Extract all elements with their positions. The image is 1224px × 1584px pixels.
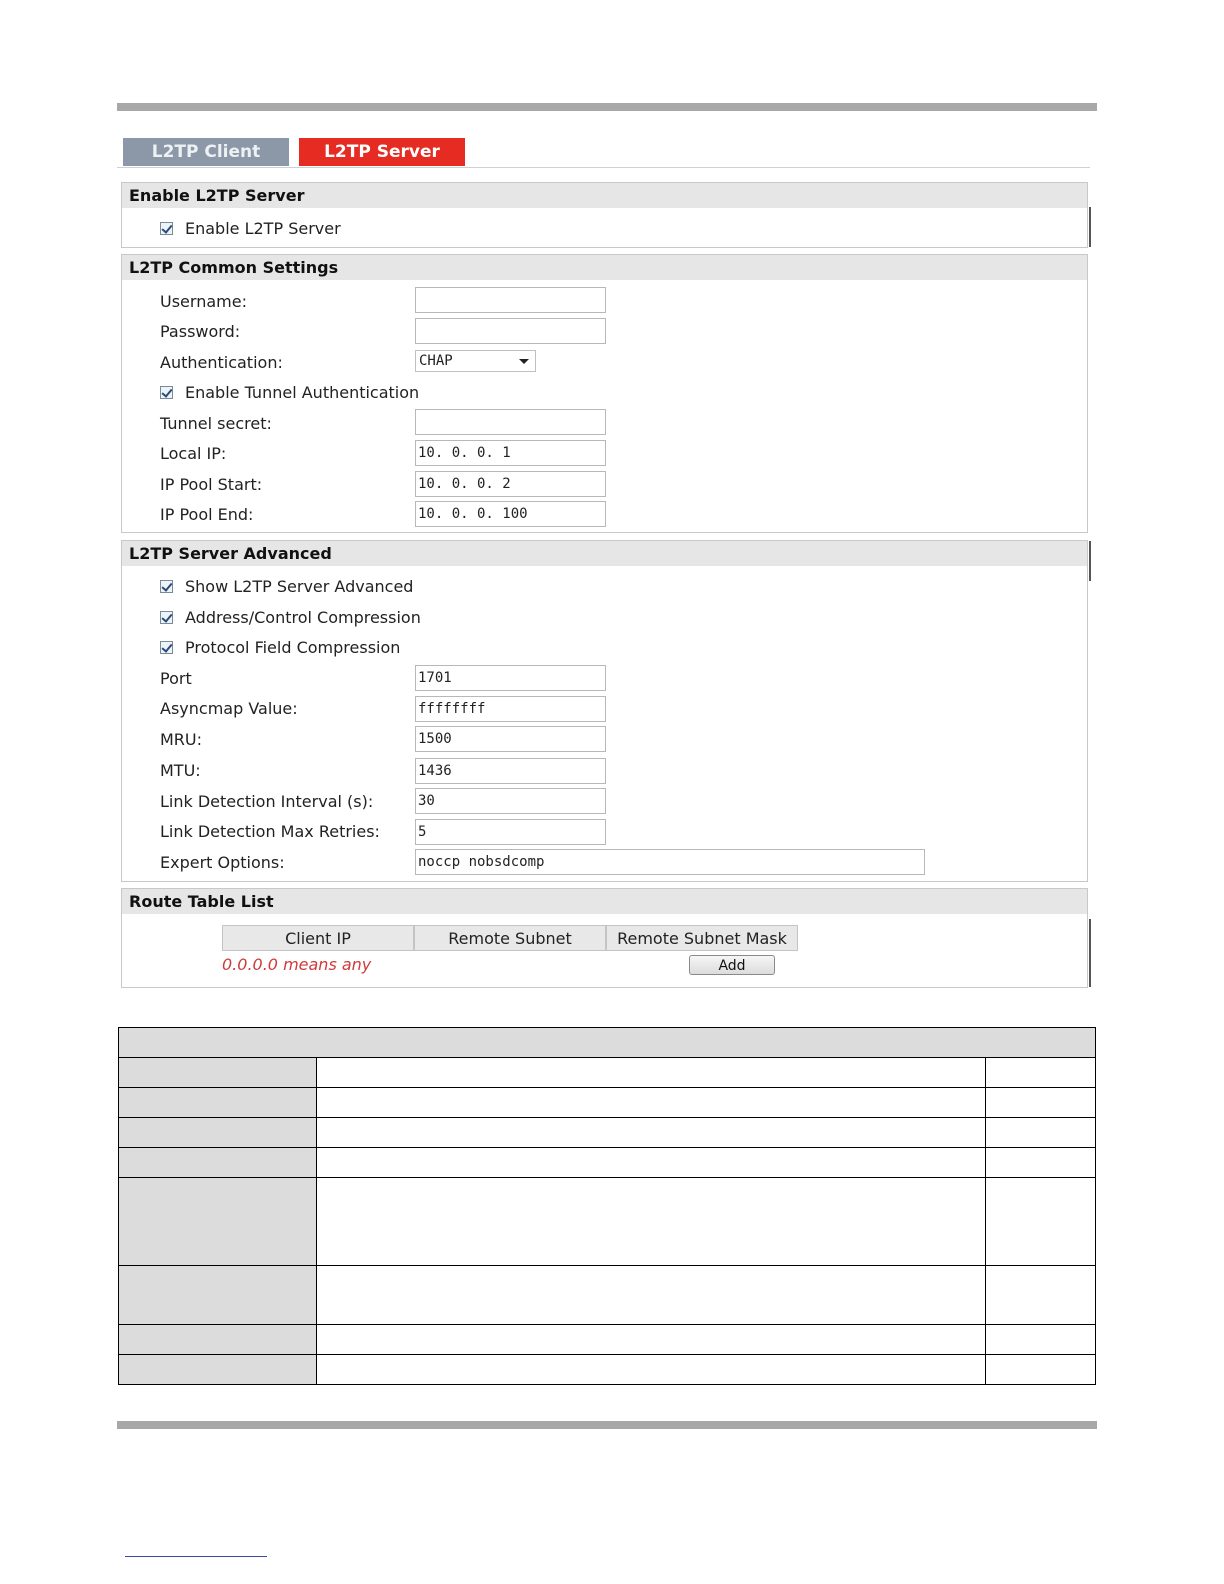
- username-input[interactable]: [415, 287, 606, 313]
- proto-field-compression-label: Protocol Field Compression: [185, 637, 401, 657]
- table-cell: [986, 1178, 1096, 1266]
- table-cell: [317, 1148, 986, 1178]
- show-advanced-label: Show L2TP Server Advanced: [185, 576, 414, 596]
- chevron-down-icon: [519, 359, 529, 364]
- show-advanced-checkbox[interactable]: [160, 580, 173, 593]
- proto-field-compression-checkbox[interactable]: [160, 641, 173, 654]
- tab-bar: [123, 138, 465, 166]
- bottom-rule: [117, 1421, 1097, 1429]
- table-cell: [317, 1178, 986, 1266]
- scroll-edge: [1089, 207, 1091, 247]
- show-advanced-row: [160, 573, 413, 599]
- link-detection-interval-label: Link Detection Interval (s):: [160, 791, 374, 811]
- table-cell: [986, 1088, 1096, 1118]
- mtu-label: MTU:: [160, 760, 201, 780]
- table-cell: [119, 1058, 317, 1088]
- scroll-edge: [1089, 541, 1091, 581]
- authentication-value: CHAP: [419, 353, 453, 369]
- enable-section-title: Enable L2TP Server: [122, 183, 1087, 208]
- addr-ctrl-row: [160, 604, 421, 630]
- local-ip-label: Local IP:: [160, 443, 227, 463]
- tunnel-auth-row: [160, 379, 419, 405]
- expert-options-input[interactable]: noccp nobsdcomp: [415, 849, 925, 875]
- table-title-row: [119, 1028, 1096, 1058]
- expert-options-label: Expert Options:: [160, 852, 285, 872]
- table-cell: [986, 1266, 1096, 1325]
- enable-l2tp-server-label: Enable L2TP Server: [185, 218, 341, 238]
- table-row: [119, 1148, 1096, 1178]
- top-rule: [117, 103, 1097, 111]
- add-route-button[interactable]: Add: [689, 955, 775, 975]
- table-cell: [119, 1266, 317, 1325]
- tab-l2tp-client[interactable]: L2TP Client: [123, 138, 289, 166]
- table-cell: [986, 1148, 1096, 1178]
- tunnel-auth-checkbox[interactable]: [160, 386, 173, 399]
- table-cell: [119, 1325, 317, 1355]
- tunnel-secret-input[interactable]: [415, 409, 606, 435]
- tab-l2tp-server[interactable]: L2TP Server: [299, 138, 465, 166]
- proto-field-row: [160, 634, 400, 660]
- port-input[interactable]: 1701: [415, 665, 606, 691]
- port-label: Port: [160, 668, 192, 688]
- tab-divider: [117, 167, 1090, 168]
- advanced-section: [121, 540, 1088, 882]
- table-cell: [317, 1058, 986, 1088]
- parameter-table: [118, 1027, 1096, 1385]
- route-table-title: Route Table List: [122, 889, 1087, 914]
- tunnel-secret-label: Tunnel secret:: [160, 413, 272, 433]
- link-detection-retries-input[interactable]: 5: [415, 819, 606, 845]
- table-cell: [986, 1355, 1096, 1385]
- table-cell: [119, 1355, 317, 1385]
- asyncmap-label: Asyncmap Value:: [160, 698, 298, 718]
- pool-start-label: IP Pool Start:: [160, 474, 263, 494]
- username-label: Username:: [160, 291, 247, 311]
- enable-row: [160, 215, 341, 241]
- table-row: [119, 1088, 1096, 1118]
- route-table-section: [121, 888, 1088, 988]
- enable-section: [121, 182, 1088, 248]
- mru-label: MRU:: [160, 729, 203, 749]
- advanced-title: L2TP Server Advanced: [122, 541, 1087, 566]
- table-cell: [317, 1355, 986, 1385]
- mru-input[interactable]: 1500: [415, 726, 606, 752]
- table-cell: [986, 1325, 1096, 1355]
- col-remote-subnet: Remote Subnet: [414, 925, 606, 951]
- password-input[interactable]: [415, 318, 606, 344]
- addr-ctrl-compression-checkbox[interactable]: [160, 611, 173, 624]
- table-cell: [119, 1178, 317, 1266]
- tunnel-auth-label: Enable Tunnel Authentication: [185, 382, 420, 402]
- route-table-header: [222, 925, 798, 951]
- pool-end-label: IP Pool End:: [160, 504, 254, 524]
- authentication-select[interactable]: [415, 350, 536, 372]
- table-row: [119, 1178, 1096, 1266]
- authentication-label: Authentication:: [160, 352, 283, 372]
- table-cell: [317, 1266, 986, 1325]
- col-client-ip: Client IP: [222, 925, 414, 951]
- table-row: [119, 1325, 1096, 1355]
- table-cell: [317, 1118, 986, 1148]
- table-cell: [119, 1148, 317, 1178]
- table-cell: [986, 1118, 1096, 1148]
- table-cell: [986, 1058, 1096, 1088]
- table-row: [119, 1355, 1096, 1385]
- local-ip-input[interactable]: 10. 0. 0. 1: [415, 440, 606, 466]
- any-address-note: 0.0.0.0 means any: [222, 955, 372, 974]
- common-settings-section: [121, 254, 1088, 533]
- mtu-input[interactable]: 1436: [415, 758, 606, 784]
- link-detection-interval-input[interactable]: 30: [415, 788, 606, 814]
- asyncmap-input[interactable]: ffffffff: [415, 696, 606, 722]
- addr-ctrl-compression-label: Address/Control Compression: [185, 607, 421, 627]
- table-cell: [317, 1088, 986, 1118]
- link-detection-retries-label: Link Detection Max Retries:: [160, 821, 380, 841]
- table-cell: [317, 1325, 986, 1355]
- table-title-cell: [119, 1028, 1096, 1058]
- pool-end-input[interactable]: 10. 0. 0. 100: [415, 501, 606, 527]
- pool-start-input[interactable]: 10. 0. 0. 2: [415, 471, 606, 497]
- table-cell: [119, 1088, 317, 1118]
- table-cell: [119, 1118, 317, 1148]
- enable-l2tp-server-checkbox[interactable]: [160, 222, 173, 235]
- col-remote-subnet-mask: Remote Subnet Mask: [606, 925, 798, 951]
- footer-link-underline[interactable]: [125, 1556, 267, 1557]
- table-row: [119, 1118, 1096, 1148]
- scroll-edge: [1089, 919, 1091, 987]
- password-label: Password:: [160, 321, 241, 341]
- table-row: [119, 1058, 1096, 1088]
- common-settings-title: L2TP Common Settings: [122, 255, 1087, 280]
- table-row: [119, 1266, 1096, 1325]
